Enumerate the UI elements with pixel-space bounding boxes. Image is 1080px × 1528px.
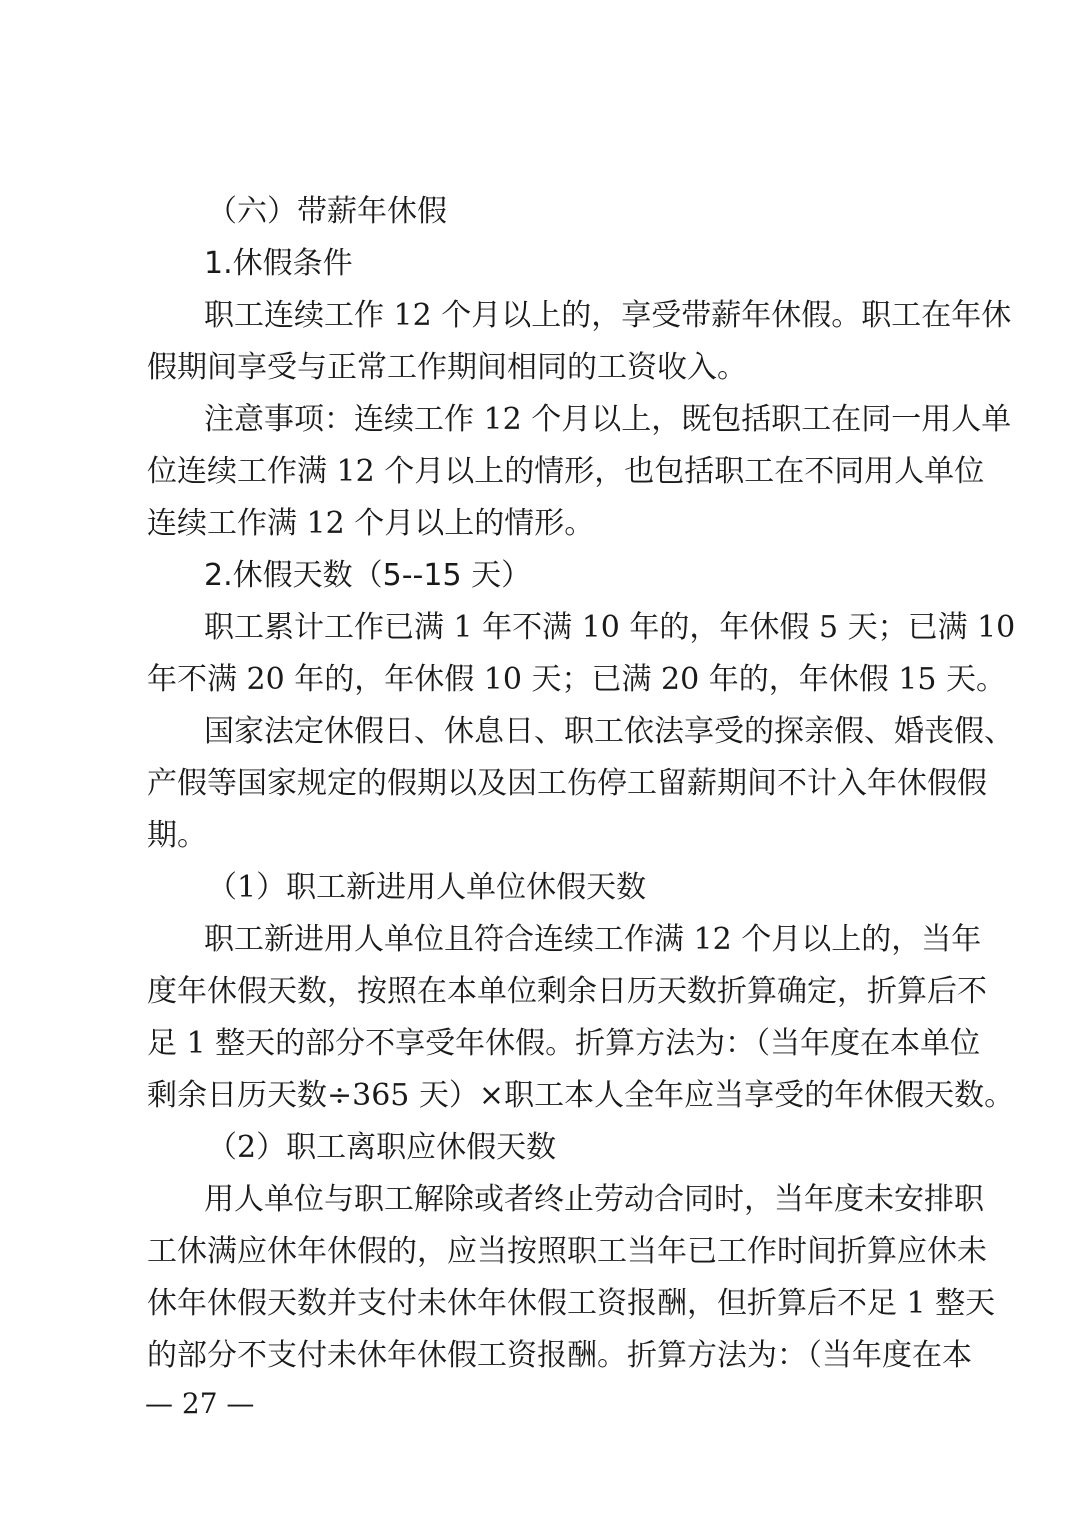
item-title-new-employee: （1）职工新进用人单位休假天数 <box>207 870 647 905</box>
paragraph-line: 国家法定休假日、休息日、职工依法享受的探亲假、婚丧假、 <box>204 714 1014 749</box>
paragraph-line: 用人单位与职工解除或者终止劳动合同时，当年度未安排职 <box>204 1182 984 1217</box>
paragraph-line: 职工新进用人单位且符合连续工作满 12 个月以上的，当年 <box>204 922 982 957</box>
paragraph-line: 的部分不支付未休年休假工资报酬。折算方法为：（当年度在本 <box>147 1338 972 1373</box>
section-heading: （六）带薪年休假 <box>207 194 447 229</box>
paragraph-line: 剩余日历天数÷365 天）×职工本人全年应当享受的年休假天数。 <box>147 1078 1015 1113</box>
paragraph-line: 职工累计工作已满 1 年不满 10 年的，年休假 5 天；已满 10 <box>204 610 1016 645</box>
subsection-title-conditions: 1.休假条件 <box>204 246 353 281</box>
paragraph-line: 注意事项：连续工作 12 个月以上，既包括职工在同一用人单 <box>204 402 1012 437</box>
paragraph-line: 年不满 20 年的，年休假 10 天；已满 20 年的，年休假 15 天。 <box>147 662 1006 697</box>
paragraph-line: 产假等国家规定的假期以及因工伤停工留薪期间不计入年休假假 <box>147 766 987 801</box>
item-title-resignation: （2）职工离职应休假天数 <box>207 1130 557 1165</box>
paragraph-line: 期。 <box>147 818 207 853</box>
page-number: — 27 — <box>145 1387 255 1420</box>
subsection-title-days: 2.休假天数（5--15 天） <box>204 558 532 593</box>
paragraph-line: 足 1 整天的部分不享受年休假。折算方法为：（当年度在本单位 <box>147 1026 981 1061</box>
paragraph-line: 假期间享受与正常工作期间相同的工资收入。 <box>147 350 747 385</box>
paragraph-line: 工休满应休年休假的，应当按照职工当年已工作时间折算应休未 <box>147 1234 987 1269</box>
paragraph-line: 休年休假天数并支付未休年休假工资报酬，但折算后不足 1 整天 <box>147 1286 996 1321</box>
paragraph-line: 职工连续工作 12 个月以上的，享受带薪年休假。职工在年休 <box>204 298 1012 333</box>
paragraph-line: 度年休假天数，按照在本单位剩余日历天数折算确定，折算后不 <box>147 974 987 1009</box>
paragraph-line: 位连续工作满 12 个月以上的情形，也包括职工在不同用人单位 <box>147 454 985 489</box>
paragraph-line: 连续工作满 12 个月以上的情形。 <box>147 506 595 541</box>
